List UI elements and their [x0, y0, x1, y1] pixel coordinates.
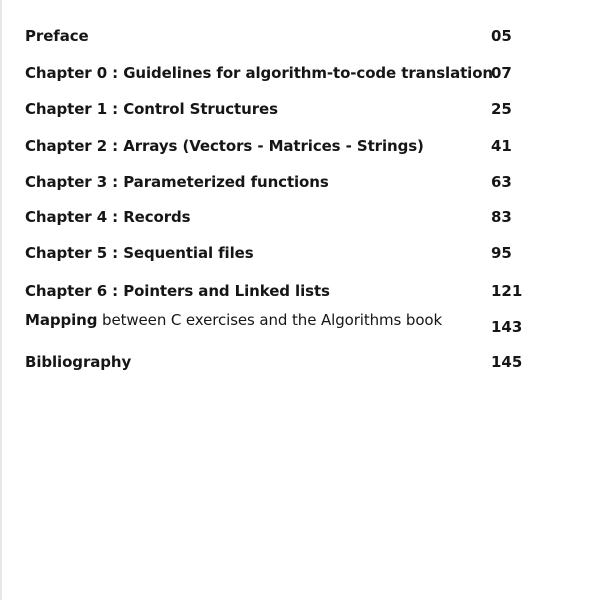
toc-entry-page: 121 [491, 282, 523, 300]
toc-entry-page: 145 [491, 353, 523, 371]
scan-edge [0, 0, 2, 600]
toc-entry-page: 05 [491, 27, 512, 45]
toc-entry-title: Chapter 6 : Pointers and Linked lists [25, 282, 330, 300]
toc-entry-page: 63 [491, 173, 512, 191]
toc-entry-page: 07 [491, 64, 512, 82]
toc-entry-title: Chapter 4 : Records [25, 208, 191, 226]
toc-entry-title: Chapter 5 : Sequential files [25, 244, 254, 262]
toc-entry-page: 95 [491, 244, 512, 262]
toc-entry-page: 41 [491, 137, 512, 155]
toc-entry-title: Chapter 2 : Arrays (Vectors - Matrices - Strings) [25, 137, 424, 155]
toc-entry-title [25, 310, 442, 330]
toc-entry-title: Chapter 0 : Guidelines for algorithm-to-code translation [25, 64, 494, 82]
toc-entry-page: 143 [491, 318, 523, 336]
toc-entry-page: 83 [491, 208, 512, 226]
toc-entry-title-lead: Mapping [25, 311, 98, 329]
toc-entry-title: Preface [25, 27, 89, 45]
toc-entry-title: Bibliography [25, 353, 132, 371]
toc-entry-title-rest: between C exercises and the Algorithms book [97, 311, 443, 329]
toc-entry-title: Chapter 3 : Parameterized functions [25, 173, 329, 191]
toc-entry-title: Chapter 1 : Control Structures [25, 100, 278, 118]
toc-entry-page: 25 [491, 100, 512, 118]
